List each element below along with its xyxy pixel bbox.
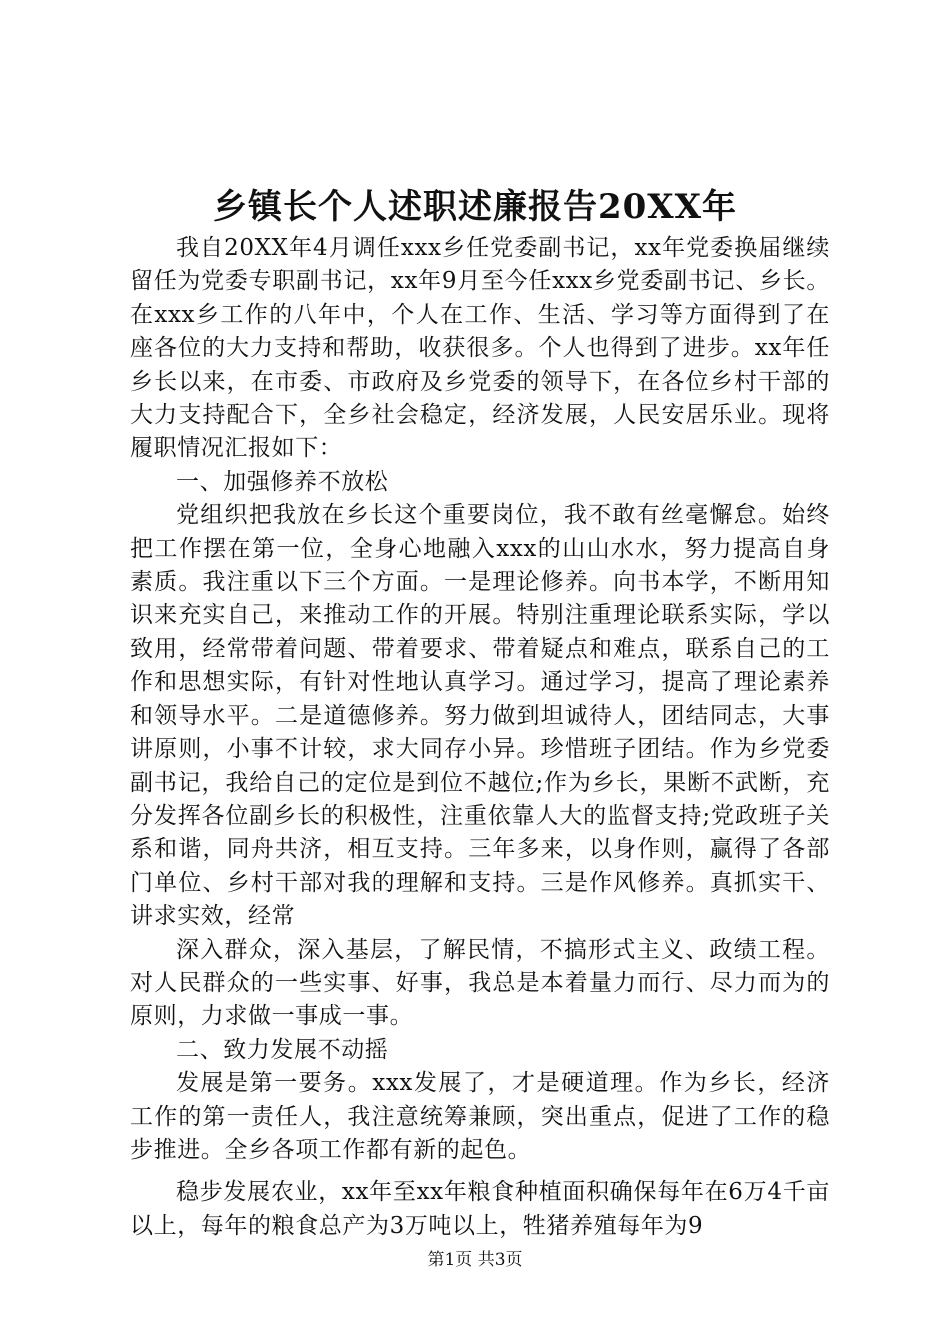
paragraph-self-cultivation: 党组织把我放在乡长这个重要岗位，我不敢有丝毫懈怠。始终把工作摆在第一位，全身心地融入xxx的山山水水，努力提高自身素质。我注重以下三个方面。一是理论修养。向书本学，不断用知识来充实自己，来推动工作的开展。特别注重理论联系实际，学以致用，经常带着问题、带着要求、带着疑点和难点，联系自己的工作和思想实际，有针对性地认真学习。通过学习，提高了理论素养和领导水平。二是道德修养。努力做到坦诚待人，团结同志，大事讲原则，小事不计较，求大同存小异。珍惜班子团结。作为乡党委副书记，我给自己的定位是到位不越位;作为乡长，果断不武断，充分发挥各位副乡长的积极性，注重依靠人大的监督支持;党政班子关系和谐，同舟共济，相互支持。三年多来，以身作则，赢得了各部门单位、乡村干部对我的理解和支持。三是作风修养。真抓实干、讲求实效，经常 bbox=[130, 502, 830, 930]
page-footer: 第1页 共3页 bbox=[427, 1250, 523, 1270]
section-heading-1: 一、加强修养不放松 bbox=[176, 468, 389, 495]
paragraph-grassroots: 深入群众，深入基层，了解民情，不搞形式主义、政绩工程。对人民群众的一些实事、好事，我总是本着量力而行、尽力而为的原则，力求做一事成一事。 bbox=[130, 936, 830, 1030]
document-title: 乡镇长个人述职述廉报告20XX年 bbox=[212, 187, 738, 227]
document-body bbox=[130, 232, 830, 1243]
paragraph-agriculture: 稳步发展农业，xx年至xx年粮食种植面积确保每年在6万4千亩以上，每年的粮食总产为3万吨以上，牲猪养殖每年为9 bbox=[130, 1179, 830, 1239]
section-heading-2: 二、致力发展不动摇 bbox=[176, 1036, 389, 1063]
paragraph-intro: 我自20XX年4月调任xxx乡任党委副书记，xx年党委换届继续留任为党委专职副书记，xx年9月至今任xxx乡党委副书记、乡长。在xxx乡工作的八年中，个人在工作、生活、学习等方面得到了在座各位的大力支持和帮助，收获很多。个人也得到了进步。xx年任乡长以来，在市委、市政府及乡党委的领导下，在各位乡村干部的大力支持配合下，全乡社会稳定，经济发展，人民安居乐业。现将履职情况汇报如下： bbox=[130, 235, 830, 462]
paragraph-development: 发展是第一要务。xxx发展了，才是硬道理。作为乡长，经济工作的第一责任人，我注意统筹兼顾，突出重点，促进了工作的稳步推进。全乡各项工作都有新的起色。 bbox=[130, 1070, 830, 1163]
